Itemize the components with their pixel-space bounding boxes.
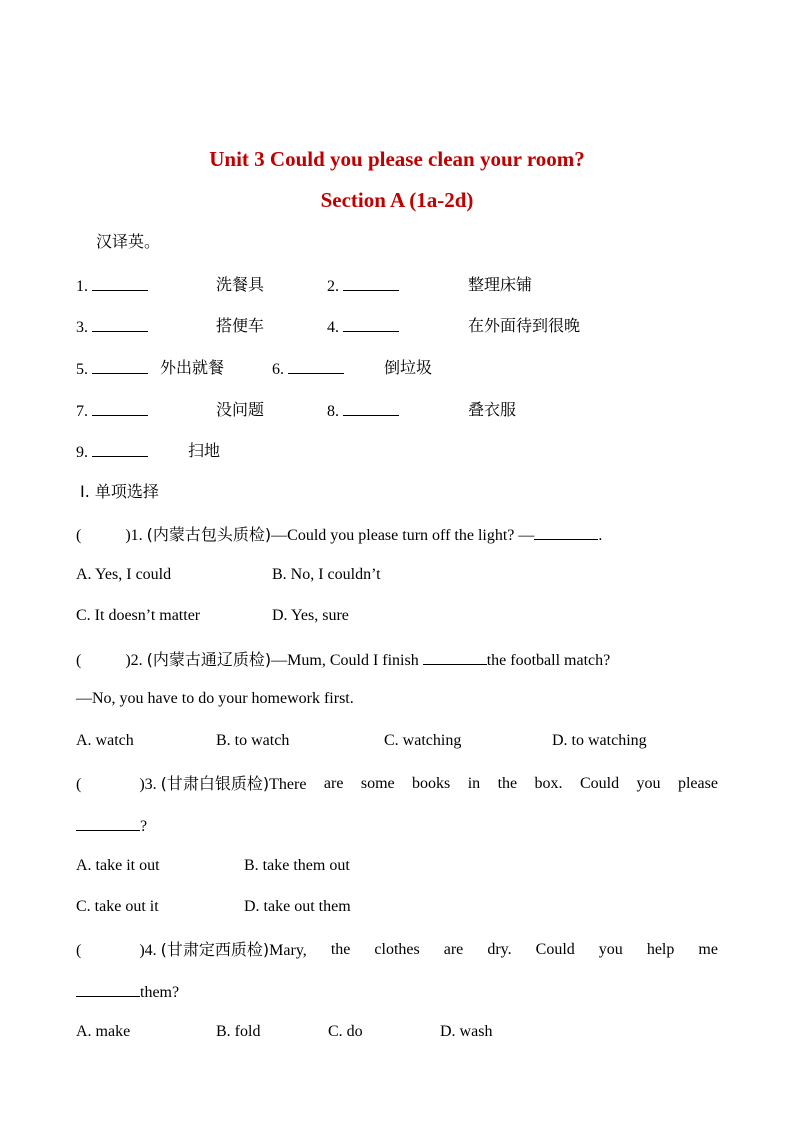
list-item [272,358,344,380]
question-1 [76,524,602,546]
question-word: are [443,941,464,958]
answer-blank[interactable] [92,358,148,374]
section-title: Section A (1a-2d) [320,188,474,212]
option-a[interactable]: A. take it out [76,857,160,874]
item-prompt: 外出就餐 [160,358,225,377]
option-c[interactable]: C. watching [384,732,462,749]
option-b[interactable]: B. take them out [244,857,350,874]
item-number: 2. [327,278,339,295]
option-d[interactable]: D. take out them [244,898,351,915]
choice-heading: Ⅰ. 单项选择 [80,482,159,501]
item-number: 8. [327,403,339,420]
answer-paren-open: ( [76,652,82,669]
question-line [76,815,147,837]
question-4 [76,940,718,961]
item-number: 6. [272,361,284,378]
item-number: 3. [76,319,88,336]
question-line [76,981,179,1003]
question-word: you [598,941,623,958]
question-source: (内蒙古包头质检) [146,525,272,544]
question-source: (内蒙古通辽质检) [146,650,272,669]
question-word: the [497,775,518,792]
question-3 [76,774,718,795]
option-c[interactable]: C. take out it [76,898,159,915]
question-line: —No, you have to do your homework first. [76,690,354,707]
answer-blank[interactable] [92,400,148,416]
option-b[interactable]: B. to watch [216,732,290,749]
question-word: in [467,775,481,792]
item-prompt: 没问题 [216,400,265,419]
question-word: some [360,775,395,792]
answer-blank[interactable] [288,358,344,374]
item-prompt: 叠衣服 [468,400,517,419]
question-word: are [323,775,344,792]
question-word: clothes [374,941,420,958]
answer-blank[interactable] [423,649,487,665]
item-prompt: 扫地 [188,441,221,460]
question-stem-end: . [598,527,603,544]
question-word: help [646,941,675,958]
question-source: (甘肃白银质检) [160,774,270,793]
question-word: you [636,775,661,792]
item-prompt: 洗餐具 [216,275,265,294]
question-number: 1. [130,527,143,544]
question-word: me [698,941,718,958]
question-word: Mary, [269,942,307,959]
question-stem: —Could you please turn off the light? — [271,527,535,544]
question-stem-end: ? [140,818,148,835]
answer-blank[interactable] [343,316,399,332]
question-stem: —Mum, Could I finish [271,652,423,669]
question-2 [76,649,610,671]
question-stem-end: the football match? [486,652,611,669]
option-b[interactable]: B. fold [216,1023,261,1040]
question-stem-end: them? [140,984,180,1001]
list-item [76,275,148,297]
question-number: 3. [144,776,157,793]
answer-paren-open: ( [76,776,82,793]
option-a[interactable]: A. Yes, I could [76,566,172,583]
answer-blank[interactable] [92,441,148,457]
answer-blank[interactable] [92,275,148,291]
list-item [76,441,148,463]
option-a[interactable]: A. make [76,1023,131,1040]
answer-blank[interactable] [343,275,399,291]
question-word: dry. [487,941,512,958]
answer-paren-close: ) [125,652,131,669]
list-item [76,358,148,380]
question-word: please [677,775,718,792]
list-item [327,316,399,338]
question-word: Could [579,775,620,792]
list-item [327,275,399,297]
option-d[interactable]: D. Yes, sure [272,607,349,624]
answer-paren-open: ( [76,527,82,544]
question-word: Could [535,941,575,958]
answer-paren-open: ( [76,942,82,959]
answer-paren-close: ) [125,527,131,544]
answer-blank[interactable] [92,316,148,332]
list-item [76,400,148,422]
item-prompt: 搭便车 [216,316,265,335]
option-b[interactable]: B. No, I couldn’t [272,566,381,583]
option-d[interactable]: D. wash [440,1023,493,1040]
question-source: (甘肃定西质检) [160,940,270,959]
option-a[interactable]: A. watch [76,732,134,749]
page-title: Unit 3 Could you please clean your room? [209,147,585,171]
translation-heading: 汉译英。 [96,232,161,251]
question-word: box. [534,775,563,792]
question-word: the [330,941,351,958]
item-number: 1. [76,278,88,295]
answer-paren-close: ) [139,942,145,959]
answer-blank[interactable] [76,981,140,997]
answer-blank[interactable] [534,524,598,540]
question-number: 4. [144,942,157,959]
item-prompt: 倒垃圾 [384,358,433,377]
option-c[interactable]: C. do [328,1023,363,1040]
answer-paren-close: ) [139,776,145,793]
item-number: 9. [76,444,88,461]
item-number: 4. [327,319,339,336]
question-word: There [269,776,307,793]
item-prompt: 在外面待到很晚 [468,316,581,335]
item-prompt: 整理床铺 [468,275,533,294]
option-c[interactable]: C. It doesn’t matter [76,607,201,624]
option-d[interactable]: D. to watching [552,732,647,749]
answer-blank[interactable] [76,815,140,831]
question-word: books [412,775,451,792]
question-number: 2. [130,652,143,669]
item-number: 7. [76,403,88,420]
list-item [327,400,399,422]
answer-blank[interactable] [343,400,399,416]
item-number: 5. [76,361,88,378]
list-item [76,316,148,338]
